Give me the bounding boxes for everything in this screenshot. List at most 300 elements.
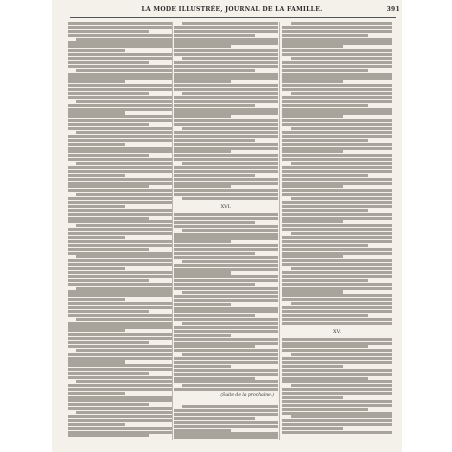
text-line — [68, 388, 172, 391]
text-line — [68, 314, 172, 317]
text-line — [68, 104, 172, 107]
text-line — [174, 275, 278, 278]
text-line — [68, 150, 172, 153]
text-line — [68, 123, 149, 126]
text-line — [174, 271, 231, 274]
text-line — [174, 84, 278, 87]
text-line — [174, 279, 278, 282]
text-line — [174, 65, 278, 68]
text-line — [174, 45, 231, 48]
section-marker: XVI. — [220, 204, 232, 211]
text-line — [174, 150, 231, 153]
text-line — [174, 349, 278, 352]
text-line — [182, 384, 278, 387]
text-line — [174, 233, 278, 236]
text-line — [282, 154, 392, 157]
text-line — [68, 213, 172, 216]
text-line — [282, 88, 392, 91]
text-line — [68, 353, 172, 356]
text-line — [282, 373, 392, 376]
text-line — [174, 357, 278, 360]
section-marker: XV. — [333, 328, 341, 335]
text-line — [282, 431, 392, 434]
text-line — [282, 255, 343, 258]
text-line — [68, 392, 125, 395]
text-line — [282, 217, 392, 220]
text-line — [174, 436, 278, 439]
text-line — [68, 423, 125, 426]
text-line — [68, 209, 172, 212]
text-line — [68, 205, 125, 208]
text-line — [174, 139, 255, 142]
text-line — [174, 421, 278, 424]
text-line — [68, 174, 125, 177]
text-line — [282, 119, 392, 122]
text-line — [68, 376, 172, 379]
text-line — [76, 255, 172, 258]
text-line — [76, 224, 172, 227]
text-line — [282, 419, 392, 422]
text-line — [282, 427, 343, 430]
text-line — [282, 252, 392, 255]
text-line — [68, 135, 172, 138]
text-line — [174, 225, 278, 228]
text-line — [68, 259, 172, 262]
text-line — [68, 372, 149, 375]
text-line — [282, 412, 392, 415]
text-line — [291, 197, 392, 200]
text-line — [282, 306, 392, 309]
text-line — [174, 38, 278, 41]
text-line — [68, 189, 172, 192]
text-line — [282, 115, 343, 118]
text-line — [174, 185, 231, 188]
text-line — [174, 96, 278, 99]
text-line — [174, 131, 278, 134]
text-line — [174, 123, 278, 126]
text-line — [282, 189, 392, 192]
text-line — [282, 26, 392, 29]
text-line — [282, 322, 392, 325]
text-line — [174, 41, 278, 44]
text-line — [174, 49, 278, 52]
text-line — [76, 69, 172, 72]
text-line — [174, 330, 278, 333]
text-line — [174, 432, 278, 435]
text-line — [291, 22, 392, 25]
text-line — [68, 368, 172, 371]
text-line — [282, 283, 392, 286]
text-line — [174, 53, 278, 56]
text-line — [68, 232, 172, 235]
text-line — [282, 213, 392, 216]
text-line — [282, 271, 392, 274]
text-line — [282, 150, 343, 153]
text-line — [174, 295, 278, 298]
text-line — [68, 143, 125, 146]
text-line — [174, 377, 255, 380]
text-line — [282, 220, 343, 223]
text-line — [282, 147, 392, 150]
text-line — [174, 361, 278, 364]
text-line — [282, 76, 392, 79]
text-line — [282, 104, 368, 107]
text-line — [68, 431, 172, 434]
text-column-middle — [174, 22, 278, 440]
text-line — [182, 92, 278, 95]
text-line — [282, 263, 392, 266]
text-line — [68, 283, 172, 286]
text-line — [282, 400, 392, 403]
text-line — [68, 201, 172, 204]
text-line — [282, 182, 392, 185]
text-line — [174, 303, 231, 306]
text-line — [174, 334, 231, 337]
text-line — [174, 380, 278, 383]
text-line — [282, 65, 392, 68]
text-line — [68, 427, 172, 430]
text-line — [282, 53, 392, 56]
text-line — [174, 80, 231, 83]
journal-title: LA MODE ILLUSTRÉE, JOURNAL DE LA FAMILLE. — [141, 6, 323, 13]
text-line — [174, 248, 278, 251]
text-line — [76, 131, 172, 134]
text-line — [76, 38, 172, 41]
text-line — [174, 369, 278, 372]
text-line — [291, 415, 392, 418]
text-line — [282, 287, 392, 290]
text-line — [174, 307, 278, 310]
text-line — [68, 403, 149, 406]
text-line — [68, 298, 125, 301]
text-line — [282, 298, 392, 301]
text-line — [282, 96, 392, 99]
text-line — [174, 425, 278, 428]
text-line — [291, 92, 392, 95]
text-line — [68, 396, 172, 399]
text-line — [68, 73, 172, 76]
text-line — [174, 318, 278, 321]
text-line — [68, 275, 172, 278]
text-line — [76, 193, 172, 196]
text-line — [291, 162, 392, 165]
text-line — [282, 338, 392, 341]
text-line — [68, 166, 172, 169]
text-line — [282, 143, 392, 146]
text-line — [282, 369, 392, 372]
text-line — [68, 302, 172, 305]
text-line — [174, 108, 278, 111]
text-line — [68, 407, 172, 410]
text-line — [68, 384, 172, 387]
text-line — [68, 147, 172, 150]
text-line — [68, 185, 149, 188]
text-line — [174, 268, 278, 271]
text-line — [282, 310, 392, 313]
text-line — [282, 139, 368, 142]
text-line — [174, 189, 278, 192]
text-line — [282, 349, 392, 352]
text-line — [68, 197, 172, 200]
text-line — [174, 61, 278, 64]
text-line — [182, 197, 278, 200]
text-line — [174, 76, 278, 79]
text-line — [182, 162, 278, 165]
text-line — [182, 405, 278, 408]
text-line — [76, 100, 172, 103]
text-line — [282, 80, 343, 83]
text-line — [174, 135, 278, 138]
text-line — [282, 193, 392, 196]
text-line — [68, 139, 172, 142]
text-line — [68, 57, 172, 60]
text-line — [68, 240, 172, 243]
text-line — [68, 220, 172, 223]
text-line — [174, 310, 278, 313]
text-line — [282, 174, 368, 177]
text-line — [68, 244, 172, 247]
text-line — [174, 119, 278, 122]
text-line — [174, 342, 278, 345]
text-line — [174, 182, 278, 185]
text-line — [174, 388, 278, 391]
text-line — [68, 127, 172, 130]
text-line — [76, 380, 172, 383]
text-line — [282, 294, 392, 297]
text-line — [68, 119, 172, 122]
text-line — [282, 314, 368, 317]
text-line — [174, 338, 278, 341]
text-line — [68, 337, 172, 340]
text-line — [68, 345, 172, 348]
text-line — [182, 57, 278, 60]
text-line — [68, 360, 125, 363]
text-line — [174, 314, 255, 317]
text-line — [282, 244, 368, 247]
text-line — [282, 275, 392, 278]
text-line — [68, 322, 172, 325]
text-line — [68, 45, 172, 48]
text-line — [68, 434, 149, 437]
text-line — [68, 49, 125, 52]
text-line — [174, 217, 278, 220]
text-line — [174, 244, 278, 247]
text-line — [68, 76, 172, 79]
text-line — [282, 388, 392, 391]
text-line — [68, 325, 172, 328]
text-line — [68, 329, 125, 332]
text-line — [68, 61, 149, 64]
text-line — [68, 364, 172, 367]
text-line — [68, 294, 172, 297]
text-line — [182, 291, 278, 294]
text-line — [282, 100, 392, 103]
text-line — [282, 236, 392, 239]
text-column-left — [68, 22, 172, 440]
text-line — [282, 380, 392, 383]
text-line — [174, 143, 278, 146]
text-line — [174, 429, 231, 432]
text-line — [68, 30, 149, 33]
text-line — [282, 345, 368, 348]
text-line — [68, 84, 172, 87]
text-line — [68, 263, 172, 266]
text-line — [282, 279, 368, 282]
text-line — [282, 34, 368, 37]
text-line — [291, 302, 392, 305]
text-line — [282, 240, 392, 243]
text-line — [282, 111, 392, 114]
text-line — [174, 413, 278, 416]
text-line — [68, 252, 172, 255]
text-line — [282, 290, 343, 293]
text-line — [174, 236, 278, 239]
text-line — [68, 96, 172, 99]
text-line — [282, 84, 392, 87]
text-line — [282, 166, 392, 169]
text-line — [174, 147, 278, 150]
text-line — [174, 104, 255, 107]
text-line — [68, 154, 149, 157]
text-line — [282, 318, 392, 321]
text-line — [174, 34, 255, 37]
text-line — [282, 361, 392, 364]
text-line — [68, 88, 172, 91]
text-line — [282, 131, 392, 134]
text-line — [76, 287, 172, 290]
text-line — [291, 267, 392, 270]
text-line — [174, 213, 278, 216]
text-line — [174, 154, 278, 157]
text-line — [291, 353, 392, 356]
text-line — [68, 306, 172, 309]
text-line — [174, 373, 278, 376]
text-line — [174, 88, 278, 91]
text-line — [68, 111, 125, 114]
text-line — [68, 279, 149, 282]
text-line — [174, 252, 255, 255]
header-rule — [70, 17, 396, 18]
text-line — [76, 162, 172, 165]
text-line — [174, 166, 278, 169]
text-line — [174, 69, 255, 72]
text-line — [282, 158, 392, 161]
text-line — [174, 115, 231, 118]
text-line — [182, 22, 278, 25]
text-line — [174, 26, 278, 29]
text-line — [68, 248, 149, 251]
text-line — [174, 158, 278, 161]
text-line — [282, 178, 392, 181]
text-line — [174, 283, 255, 286]
text-line — [174, 240, 231, 243]
text-line — [174, 299, 278, 302]
text-line — [282, 45, 343, 48]
text-line — [174, 100, 278, 103]
text-line — [282, 201, 392, 204]
text-line — [174, 256, 278, 259]
text-line — [282, 135, 392, 138]
text-line — [282, 423, 392, 426]
text-line — [174, 264, 278, 267]
text-line — [174, 287, 278, 290]
text-line — [68, 290, 172, 293]
text-line — [68, 80, 125, 83]
text-line — [174, 30, 278, 33]
text-line — [174, 365, 231, 368]
column-separator — [172, 22, 173, 440]
text-line — [68, 22, 172, 25]
text-line — [68, 115, 172, 118]
text-line — [68, 415, 172, 418]
text-line — [68, 419, 172, 422]
text-line — [282, 224, 392, 227]
text-line — [68, 158, 172, 161]
text-line — [182, 260, 278, 263]
text-line — [282, 209, 368, 212]
text-line — [68, 178, 172, 181]
text-line — [174, 174, 255, 177]
continuation-note: (Suite de la prochaine.) — [220, 393, 274, 399]
text-line — [282, 30, 392, 33]
text-line — [68, 182, 172, 185]
text-line — [68, 310, 149, 313]
text-line — [68, 236, 125, 239]
text-line — [282, 41, 392, 44]
text-line — [182, 127, 278, 130]
text-line — [282, 205, 392, 208]
text-line — [68, 341, 149, 344]
text-line — [182, 322, 278, 325]
text-line — [68, 271, 172, 274]
text-line — [282, 185, 343, 188]
text-line — [282, 392, 392, 395]
text-line — [68, 228, 172, 231]
text-line — [68, 108, 172, 111]
text-line — [76, 318, 172, 321]
text-line — [174, 326, 278, 329]
text-line — [291, 57, 392, 60]
text-line — [282, 357, 392, 360]
text-line — [68, 53, 172, 56]
text-line — [182, 229, 278, 232]
text-line — [68, 26, 172, 29]
text-line — [291, 384, 392, 387]
text-line — [174, 111, 278, 114]
text-line — [291, 232, 392, 235]
text-line — [68, 333, 172, 336]
text-line — [282, 396, 343, 399]
text-line — [68, 41, 172, 44]
text-line — [174, 409, 278, 412]
text-line — [282, 342, 392, 345]
column-separator — [279, 22, 280, 440]
text-line — [174, 193, 278, 196]
text-line — [76, 349, 172, 352]
text-line — [174, 178, 278, 181]
text-line — [68, 267, 125, 270]
text-line — [174, 170, 278, 173]
text-line — [282, 404, 392, 407]
text-line — [282, 377, 368, 380]
text-line — [68, 399, 172, 402]
text-line — [68, 170, 172, 173]
text-line — [76, 411, 172, 414]
text-line — [282, 61, 392, 64]
text-line — [282, 408, 368, 411]
text-line — [174, 345, 255, 348]
text-line — [282, 228, 392, 231]
